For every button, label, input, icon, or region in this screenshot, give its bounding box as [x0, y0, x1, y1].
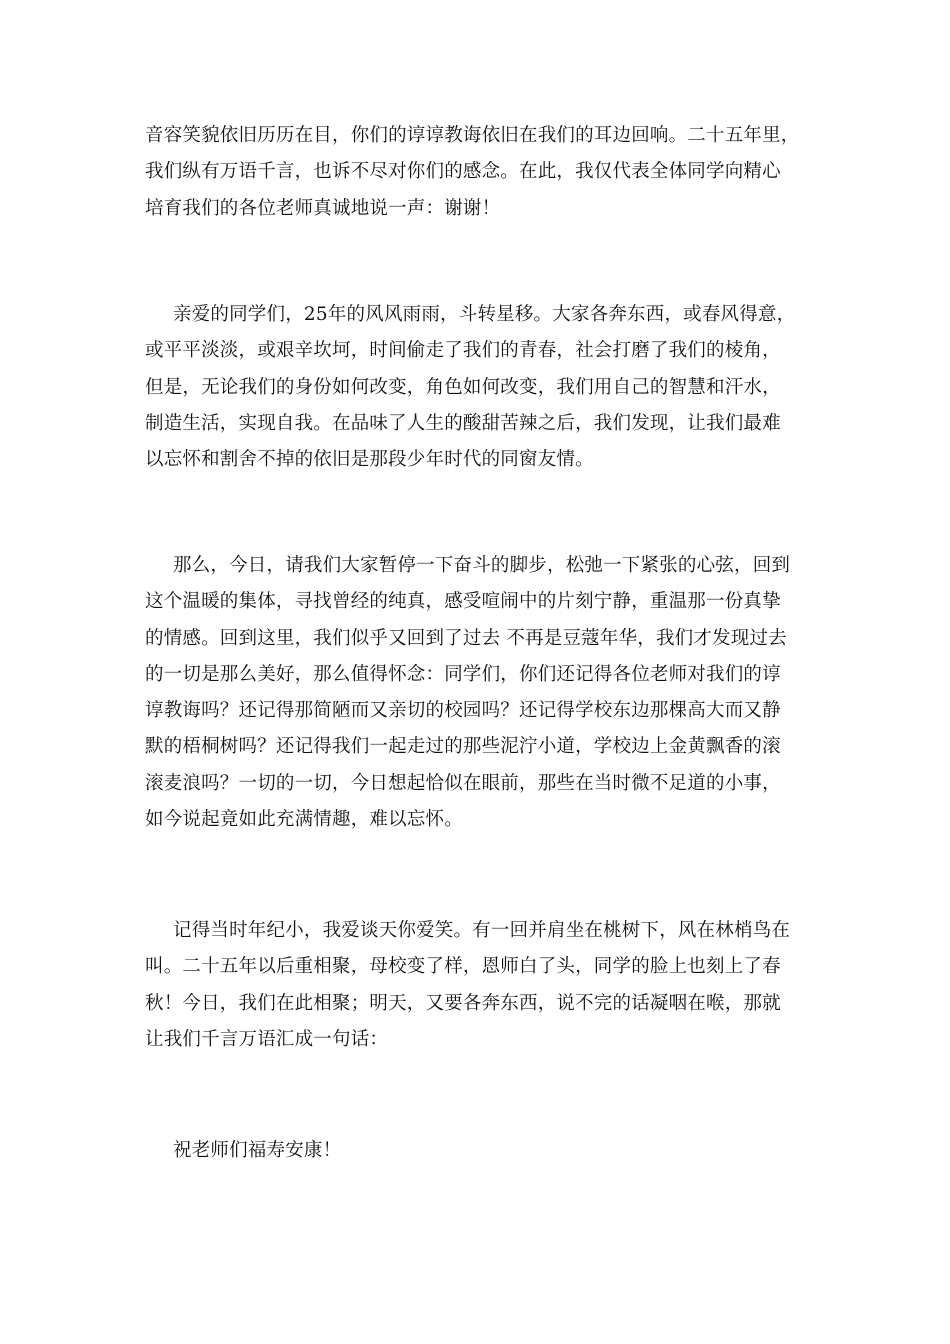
paragraph-remember-childhood [145, 913, 810, 1058]
paragraph-dear-classmates [145, 297, 810, 478]
text-line: 的一切是那么美好，那么值得怀念：同学们，你们还记得各位老师对我们的谆 [145, 663, 781, 685]
text-line: 亲爱的同学们，25年的风风雨雨，斗转星移。大家各奔东西，或春风得意， [173, 304, 796, 325]
text-line: 这个温暖的集体，寻找曾经的纯真，感受喧闹中的片刻宁静，重温那一份真挚 [145, 591, 781, 613]
paragraph-today-gathering [145, 548, 810, 838]
text-line: 祝老师们福寿安康！ [173, 1140, 342, 1161]
text-line: 制造生活，实现自我。在品味了人生的酸甜苦辣之后，我们发现，让我们最难 [145, 412, 781, 434]
text-line: 那么，今日，请我们大家暂停一下奋斗的脚步，松弛一下紧张的心弦，回到 [173, 555, 791, 576]
text-line: 我们纵有万语千言，也诉不尽对你们的感念。在此，我仅代表全体同学向精心 [145, 161, 781, 183]
text-line: 音容笑貌依旧历历在目，你们的谆谆教诲依旧在我们的耳边回响。二十五年里， [145, 125, 800, 146]
text-line: 秋！今日，我们在此相聚；明天，又要各奔东西，说不完的话凝咽在喉，那就 [145, 992, 781, 1014]
text-line: 让我们千言万语汇成一句话： [145, 1028, 389, 1050]
text-line: 默的梧桐树吗？还记得我们一起走过的那些泥泞小道，学校边上金黄飘香的滚 [145, 736, 781, 758]
text-line: 的情感。回到这里，我们似乎又回到了过去 不再是豆蔻年华，我们才发现过去 [145, 627, 787, 649]
text-line: 如今说起竟如此充满情趣，难以忘怀。 [145, 809, 463, 831]
paragraph-closing-wish [145, 1133, 810, 1169]
text-line: 或平平淡淡，或艰辛坎坷，时间偷走了我们的青春，社会打磨了我们的棱角， [145, 340, 781, 362]
text-line: 滚麦浪吗？一切的一切，今日想起恰似在眼前，那些在当时微不足道的小事， [145, 772, 781, 794]
text-line: 但是，无论我们的身份如何改变，角色如何改变，我们用自己的智慧和汗水， [145, 376, 781, 398]
text-line: 记得当时年纪小，我爱谈天你爱笑。有一回并肩坐在桃树下，风在林梢鸟在 [173, 920, 791, 941]
text-line: 以忘怀和割舍不掉的依旧是那段少年时代的同窗友情。 [145, 449, 594, 471]
text-line: 叫。二十五年以后重相聚，母校变了样，恩师白了头，同学的脸上也刻上了春 [145, 956, 781, 978]
text-line: 谆教诲吗？还记得那简陋而又亲切的校园吗？还记得学校东边那棵高大而又静 [145, 700, 781, 722]
text-line: 培育我们的各位老师真诚地说一声：谢谢！ [145, 197, 501, 219]
paragraph-teachers-thanks [145, 118, 810, 227]
